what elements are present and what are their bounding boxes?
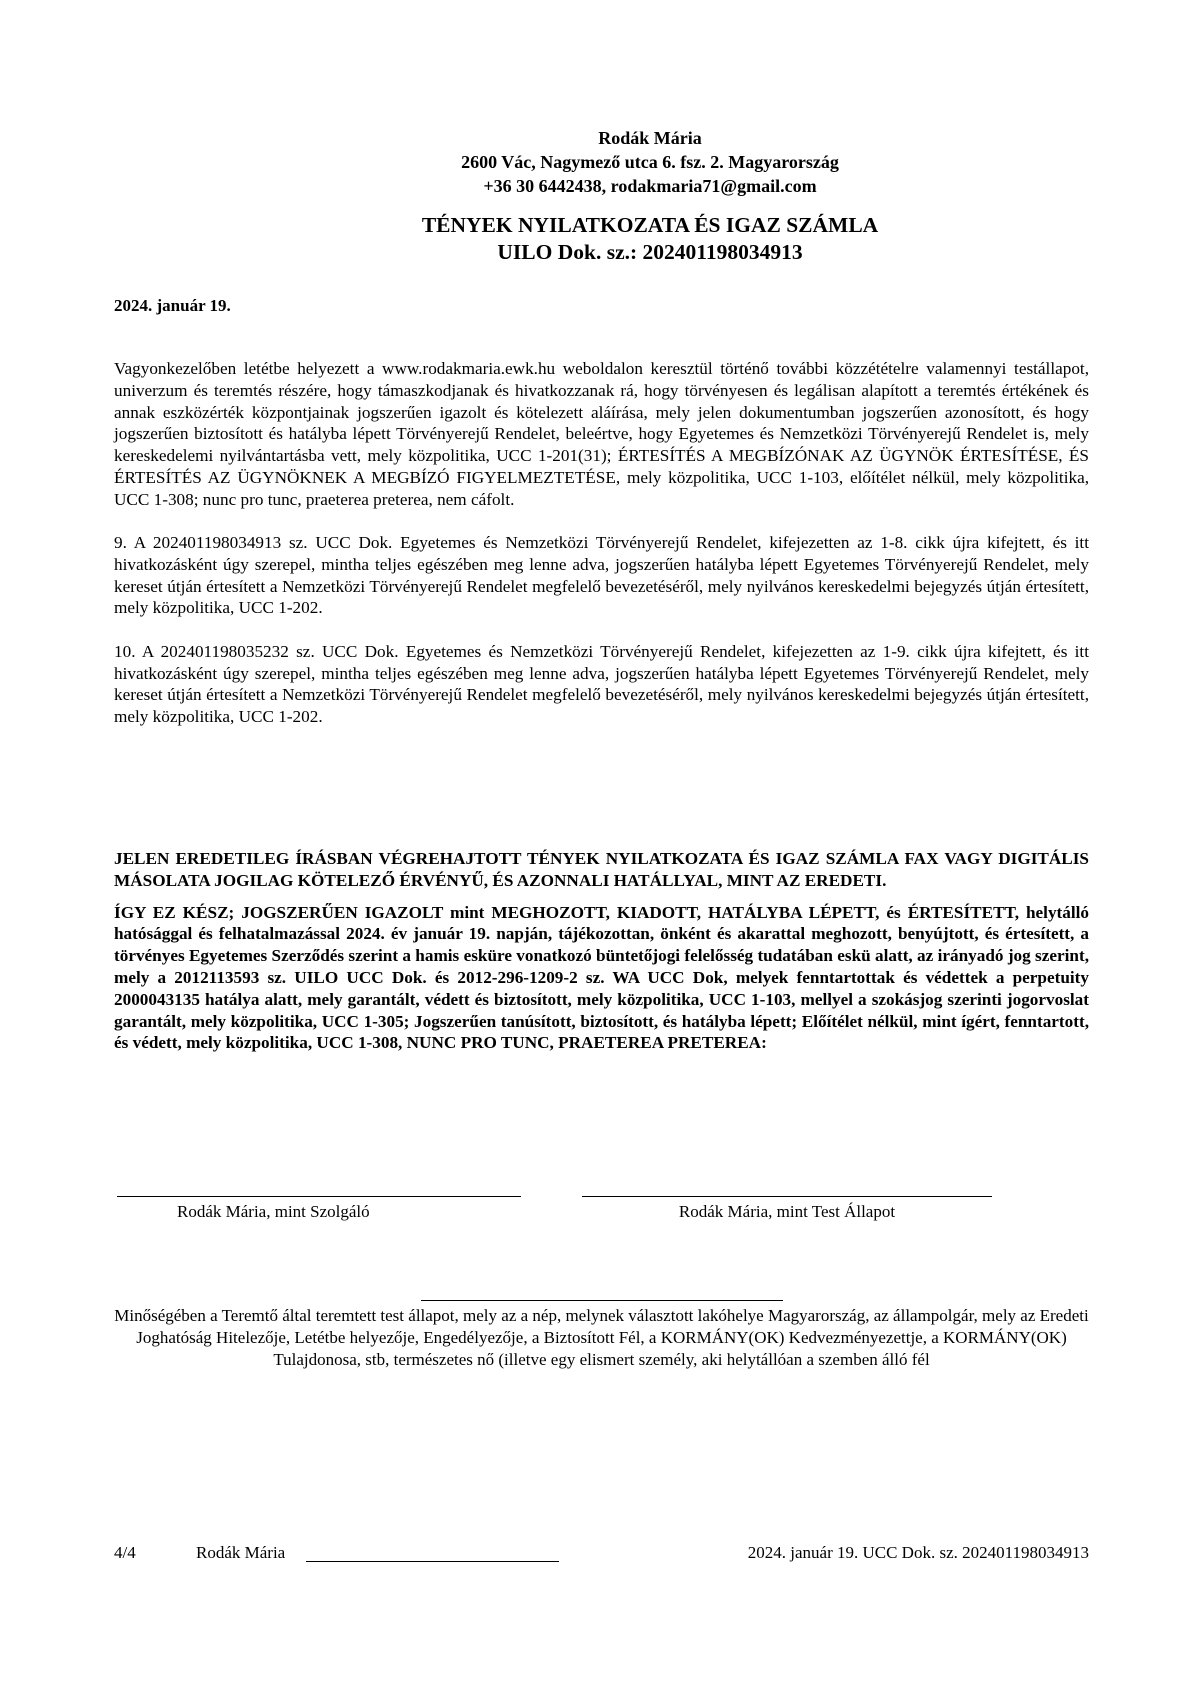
signature-body-state: [582, 1196, 992, 1222]
document-body: [114, 358, 1089, 749]
page-number: 4/4: [114, 1543, 136, 1562]
document-date: 2024. január 19.: [114, 296, 231, 315]
footer-reference: 2024. január 19. UCC Dok. sz. 202401198034913: [747, 1543, 1089, 1562]
document-number: UILO Dok. sz.: 202401198034913: [497, 240, 803, 264]
sender-address: 2600 Vác, Nagymező utca 6. fsz. 2. Magyarország: [461, 152, 839, 172]
footer-signature-line: [306, 1561, 559, 1562]
document-title-block: [330, 212, 970, 266]
capacity-statement: [114, 1300, 1089, 1370]
paragraph-9: 9. A 202401198034913 sz. UCC Dok. Egyetemes és Nemzetközi Törvényerejű Rendelet, kifejezetten az 1-8. cikk újra kifejtett, és itt hivatkozásként úgy szerepel, mintha teljes egészében meg lenne adva, jogszerűen hatályba lépett Egyetemes Törvényerejű Rendelet, mely kereset útján értesített a Nemzetközi Törvényerejű Rendelet megfelelő bevezetéséről, mely nyilvános kereskedelmi bejegyzés útján értesített, mely közpolitika, UCC 1-202.: [114, 533, 1089, 618]
signature-label: Rodák Mária, mint Test Állapot: [678, 1202, 896, 1221]
document-title: TÉNYEK NYILATKOZATA ÉS IGAZ SZÁMLA: [421, 213, 879, 237]
capacity-text: Minőségében a Teremtő által teremtett test állapot, mely az a nép, melynek választott lakóhelye Magyarország, az állampolgár, mely az Eredeti Joghatóság Hitelezője, Letétbe helyezője, Engedélyezője, a Biztosított Fél, a KORMÁNY(OK) Kedvezményezettje, a KORMÁNY(OK) Tulajdonosa, stb, természetes nő (illetve egy elismert személy, aki helytállóan a szemben álló fél: [114, 1306, 1089, 1369]
signature-line: [582, 1196, 992, 1197]
signature-line: [421, 1300, 783, 1301]
footer-name: Rodák Mária: [196, 1543, 286, 1562]
letterhead: [330, 126, 970, 266]
paragraph-10: 10. A 202401198035232 sz. UCC Dok. Egyetemes és Nemzetközi Törvényerejű Rendelet, kifejezetten az 1-9. cikk újra kifejtett, és itt hivatkozásként úgy szerepel, mintha teljes egészében meg lenne adva, jogszerűen hatályba lépett Egyetemes Törvényerejű Rendelet, mely kereset útján értesített a Nemzetközi Törvényerejű Rendelet megfelelő bevezetéséről, mely nyilvános kereskedelmi bejegyzés útján értesített, mely közpolitika, UCC 1-202.: [114, 641, 1089, 727]
sender-name: Rodák Mária: [598, 128, 702, 148]
declaration-executed: ÍGY EZ KÉSZ; JOGSZERŰEN IGAZOLT mint MEGHOZOTT, KIADOTT, HATÁLYBA LÉPETT, és ÉRTESÍTETT, helytálló hatósággal és felhatalmazással 2024. év január 19. napján, tájékozottan, önként és akarattal meghozott, benyújtott, és értesített, a törvényes Egyetemes Szerződés szerint a hamis esküre vonatkozó büntetőjogi felelősség tudatában eskü alatt, az irányadó jog szerint, mely a 2012113593 sz. UILO UCC Dok. és 2012-296-1209-2 sz. WA UCC Dok, melyek fenntartottak és védettek a perpetuity 2000043135 hatálya alatt, mely garantált, védett és biztosított, mely közpolitika, UCC 1-103, mellyel a szokásjog szerinti jogorvoslat garantált, mely közpolitika, UCC 1-305; Jogszerűen tanúsított, biztosított, és hatályba lépett; Előítélet nélkül, mint ígért, fenntartott, és védett, mely közpolitika, UCC 1-308, NUNC PRO TUNC, PRAETEREA PRETEREA:: [114, 902, 1089, 1053]
paragraph-intro: Vagyonkezelőben letétbe helyezett a www.rodakmaria.ewk.hu weboldalon keresztül történő további közzétételre valamennyi testállapot, univerzum és teremtés részére, hogy támaszkodjanak és hivatkozzanak rá, hogy törvényesen és legálisan alapított a teremtés értékének és annak eszközérték központjainak jogszerűen igazolt és kötelezett aláírása, mely jelen dokumentumban jogszerűen azonosított, és hogy jogszerűen biztosított és hatályba lépett Törvényerejű Rendelet, beleértve, hogy Egyetemes és Nemzetközi Törvényerejű Rendelet is, mely kereskedelemi nyilvántartásba vett, mely közpolitika, UCC 1-201(31); ÉRTESÍTÉS A MEGBÍZÓNAK AZ ÜGYNÖK ÉRTESÍTÉSE, ÉS ÉRTESÍTÉS AZ ÜGYNÖKNEK A MEGBÍZÓ FIGYELMEZTETÉSE, mely közpolitika, UCC 1-103, előítélet nélkül, mely közpolitika, UCC 1-308; nunc pro tunc, praeterea preterea, nem cáfolt.: [114, 359, 1089, 509]
declaration-block: [114, 848, 1089, 1064]
signature-label: Rodák Mária, mint Szolgáló: [177, 1202, 370, 1221]
sender-contact: +36 30 6442438, rodakmaria71@gmail.com: [483, 176, 817, 196]
declaration-copy-validity: JELEN EREDETILEG ÍRÁSBAN VÉGREHAJTOTT TÉNYEK NYILATKOZATA ÉS IGAZ SZÁMLA FAX VAGY DIGITÁLIS MÁSOLATA JOGILAG KÖTELEZŐ ÉRVÉNYŰ, ÉS AZONNALI HATÁLLYAL, MINT AZ EREDETI.: [114, 849, 1089, 890]
signature-servant: [117, 1196, 521, 1222]
signature-line: [117, 1196, 521, 1197]
